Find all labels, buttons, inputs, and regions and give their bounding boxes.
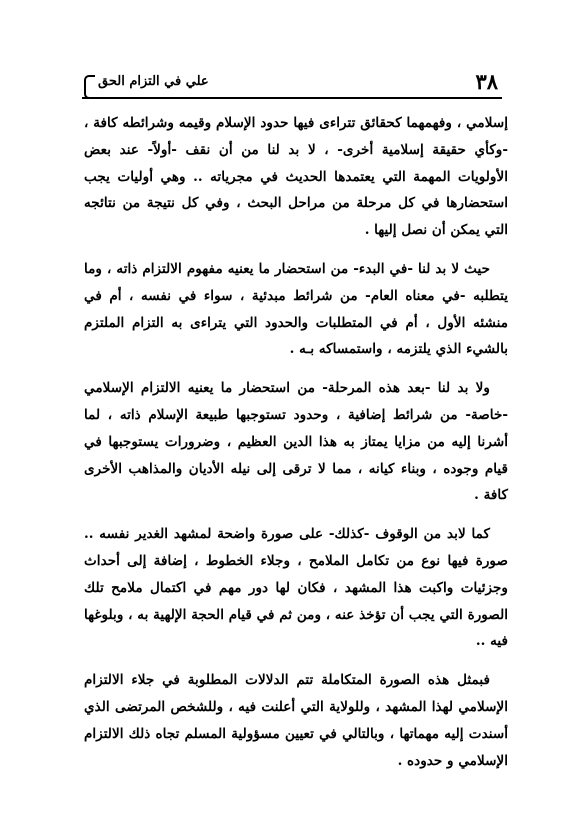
header-rule (82, 97, 502, 99)
paragraph-4: كما لابد من الوقوف -كذلك- على صورة واضحة لمشهد الغدير نفسه .. صورة فيها نوع من تكامل الملامح ، وجلاء الخطوط ، إضافة إلى أحداث وجزئيات واكبت هذا المشهد ، فكان لها دور مهم في اكتمال ملامح تلك الصورة التي يجب أن تؤخذ عنه ، ومن ثم في قيام الحجة الإلهية به ، وبلوغها فيه .. (84, 526, 508, 650)
paragraph-5: فبمثل هذه الصورة المتكاملة تتم الدلالات المطلوبة في جلاء الالتزام الإسلامي لهذا المشهد ، وللولاية التي أعلنت فيه ، وللشخص المرتضى الذي أسندت إليه مهماتها ، وبالتالي في تعيين مسؤولية المسلم تجاه ذلك الالتزام الإسلامي و حدوده . (84, 672, 508, 769)
running-header-title: علي في التزام الحق (98, 74, 209, 89)
running-header (82, 71, 502, 97)
body-text (84, 110, 508, 786)
page-number: ٣٨ (475, 69, 498, 94)
paragraph-3: ولا بد لنا -بعد هذه المرحلة- من استحضار ما يعنيه الالتزام الإسلامي -خاصة- من شرائط إضافية ، وحدود تستوجبها طبيعة الإسلام ذاته ، لما أشرنا إليه من مزايا يمتاز به هذا الدين العظيم ، وضرورات يستوجبها في قيام وجوده ، وبناء كيانه ، مما لا ترقى إلى نيله الأديان والمذاهب الأخرى كافة . (84, 380, 508, 504)
paragraph-1: إسلامي ، وفهمهما كحقائق تتراءى فيها حدود الإسلام وقيمه وشرائطه كافة ، -وكأي حقيقة إسلامية أخرى- ، لا بد لنا من أن نقف -أولاً- عند بعض الأولويات المهمة التي يعتمدها الحديث في مجرياته .. وهي أوليات يجب استحضارها في كل مرحلة من مراحل البحث ، وفي كل نتيجة من نتائجه التي يمكن أن نصل إليها . (84, 115, 508, 239)
header-bracket-ornament (84, 75, 95, 99)
paragraph-2: حيث لا بد لنا -في البدء- من استحضار ما يعنيه مفهوم الالتزام ذاته ، وما يتطلبه -في معناه العام- من شرائط مبدئية ، سواء في نفسه ، أم في منشئه الأول ، أم في المتطلبات والحدود التي يتراءى به التزام الملتزم بالشيء الذي يلتزمه ، واستمساكه بـه . (84, 260, 508, 358)
